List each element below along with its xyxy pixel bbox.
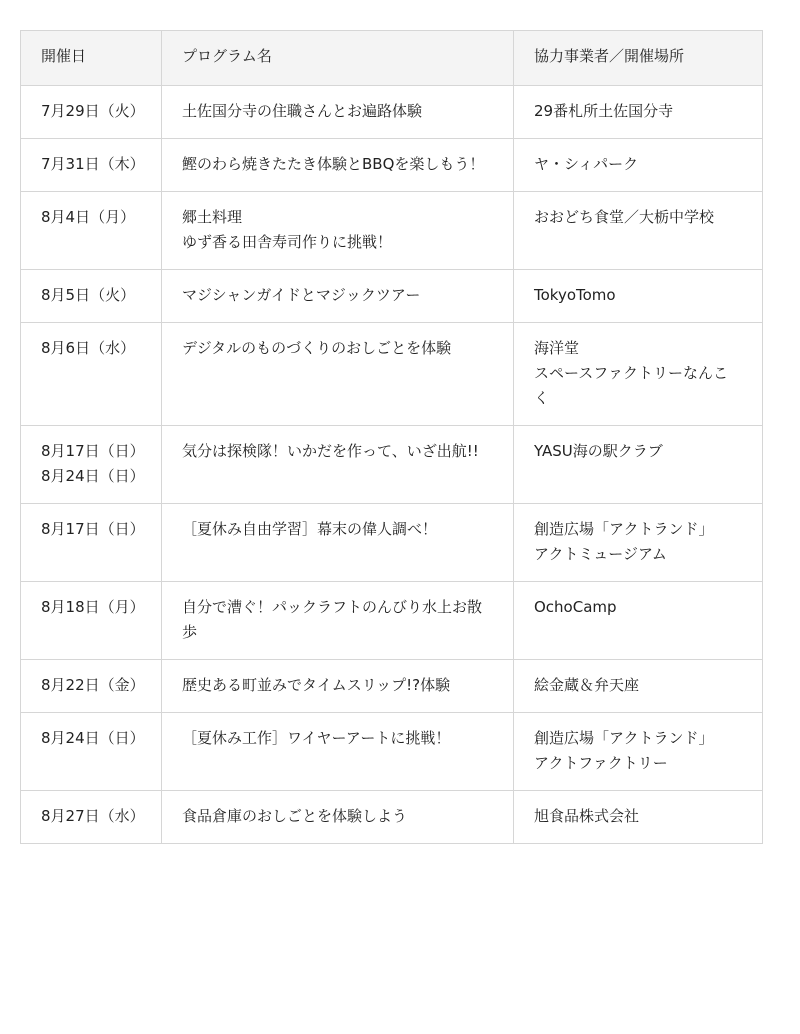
program-name-cell xyxy=(162,791,514,844)
table-row xyxy=(21,426,763,504)
date-cell-line: 8月24日（日） xyxy=(41,467,145,485)
date-cell xyxy=(21,323,162,426)
host-venue-cell-line: おおどち食堂／大栃中学校 xyxy=(534,208,715,226)
host-venue-cell xyxy=(514,582,763,660)
host-venue-cell-line: 創造広場「アクトランド」 xyxy=(534,520,714,538)
host-venue-cell-line: YASU海の駅クラブ xyxy=(534,442,663,460)
program-name-cell-line: 食品倉庫のおしごとを体験しよう xyxy=(182,807,408,825)
program-name-cell-line: 自分で漕ぐ！パックラフトのんびり水上お散歩 xyxy=(182,598,483,641)
program-name-cell-line: 気分は探検隊！いかだを作って、いざ出航!! xyxy=(182,442,479,460)
host-venue-cell-line: アクトミュージアム xyxy=(534,545,667,563)
program-name-cell xyxy=(162,713,514,791)
date-cell xyxy=(21,582,162,660)
date-cell-line: 8月4日（月） xyxy=(41,208,136,226)
date-cell xyxy=(21,86,162,139)
header-program-name: プログラム名 xyxy=(162,31,514,86)
host-venue-cell xyxy=(514,504,763,582)
table-row xyxy=(21,139,763,192)
header-row xyxy=(21,31,763,86)
date-cell-line: 7月31日（木） xyxy=(41,155,145,173)
host-venue-cell-line: 海洋堂 xyxy=(534,339,580,357)
host-venue-cell-line: ヤ・シィパーク xyxy=(534,155,639,173)
table-row xyxy=(21,270,763,323)
program-name-cell-line: 土佐国分寺の住職さんとお遍路体験 xyxy=(182,102,423,120)
date-cell xyxy=(21,791,162,844)
date-cell xyxy=(21,713,162,791)
program-name-cell xyxy=(162,270,514,323)
table-row xyxy=(21,791,763,844)
program-name-cell-line: ［夏休み工作］ワイヤーアートに挑戦！ xyxy=(182,729,451,747)
date-cell-line: 8月17日（日） xyxy=(41,520,145,538)
table-row xyxy=(21,86,763,139)
program-name-cell-line: 郷土料理 xyxy=(182,208,243,226)
host-venue-cell-line: TokyoTomo xyxy=(534,286,616,304)
date-cell xyxy=(21,504,162,582)
date-cell xyxy=(21,426,162,504)
date-cell-line: 8月5日（火） xyxy=(41,286,136,304)
program-name-cell-line: 鰹のわら焼きたたき体験とBBQを楽しもう！ xyxy=(182,155,485,173)
program-schedule-table xyxy=(20,30,763,844)
program-name-cell xyxy=(162,582,514,660)
host-venue-cell xyxy=(514,660,763,713)
program-name-cell xyxy=(162,660,514,713)
program-name-cell-line: ゆず香る田舎寿司作りに挑戦！ xyxy=(182,233,393,251)
program-schedule-container xyxy=(20,30,762,844)
host-venue-cell-line: OchoCamp xyxy=(534,598,617,616)
table-row xyxy=(21,660,763,713)
host-venue-cell xyxy=(514,323,763,426)
program-name-cell-line: マジシャンガイドとマジックツアー xyxy=(182,286,421,304)
table-row xyxy=(21,582,763,660)
host-venue-cell xyxy=(514,86,763,139)
date-cell-line: 8月6日（水） xyxy=(41,339,136,357)
program-name-cell xyxy=(162,86,514,139)
host-venue-cell xyxy=(514,270,763,323)
program-name-cell xyxy=(162,504,514,582)
header-date: 開催日 xyxy=(21,31,162,86)
program-name-cell xyxy=(162,426,514,504)
date-cell xyxy=(21,660,162,713)
date-cell-line: 7月29日（火） xyxy=(41,102,145,120)
host-venue-cell xyxy=(514,791,763,844)
table-row xyxy=(21,323,763,426)
program-name-cell-line: 歴史ある町並みでタイムスリップ!?体験 xyxy=(182,676,451,694)
table-body xyxy=(21,86,763,844)
host-venue-cell-line: 絵金蔵＆弁天座 xyxy=(534,676,640,694)
host-venue-cell-line: 創造広場「アクトランド」 xyxy=(534,729,714,747)
date-cell xyxy=(21,270,162,323)
header-host-venue: 協力事業者／開催場所 xyxy=(514,31,763,86)
program-name-cell xyxy=(162,323,514,426)
host-venue-cell-line: アクトファクトリー xyxy=(534,754,668,772)
table-row xyxy=(21,192,763,270)
program-name-cell xyxy=(162,192,514,270)
program-name-cell-line: ［夏休み自由学習］幕末の偉人調べ！ xyxy=(182,520,438,538)
table-row xyxy=(21,504,763,582)
date-cell xyxy=(21,192,162,270)
date-cell-line: 8月17日（日） xyxy=(41,442,145,460)
host-venue-cell xyxy=(514,139,763,192)
program-name-cell-line: デジタルのものづくりのおしごとを体験 xyxy=(182,339,452,357)
host-venue-cell xyxy=(514,426,763,504)
host-venue-cell-line: 旭食品株式会社 xyxy=(534,807,640,825)
host-venue-cell xyxy=(514,192,763,270)
program-name-cell xyxy=(162,139,514,192)
date-cell xyxy=(21,139,162,192)
date-cell-line: 8月22日（金） xyxy=(41,676,145,694)
table-header xyxy=(21,31,763,86)
host-venue-cell xyxy=(514,713,763,791)
date-cell-line: 8月24日（日） xyxy=(41,729,145,747)
host-venue-cell-line: スペースファクトリーなんこく xyxy=(534,364,728,407)
date-cell-line: 8月18日（月） xyxy=(41,598,145,616)
host-venue-cell-line: 29番札所土佐国分寺 xyxy=(534,102,674,120)
table-row xyxy=(21,713,763,791)
date-cell-line: 8月27日（水） xyxy=(41,807,145,825)
